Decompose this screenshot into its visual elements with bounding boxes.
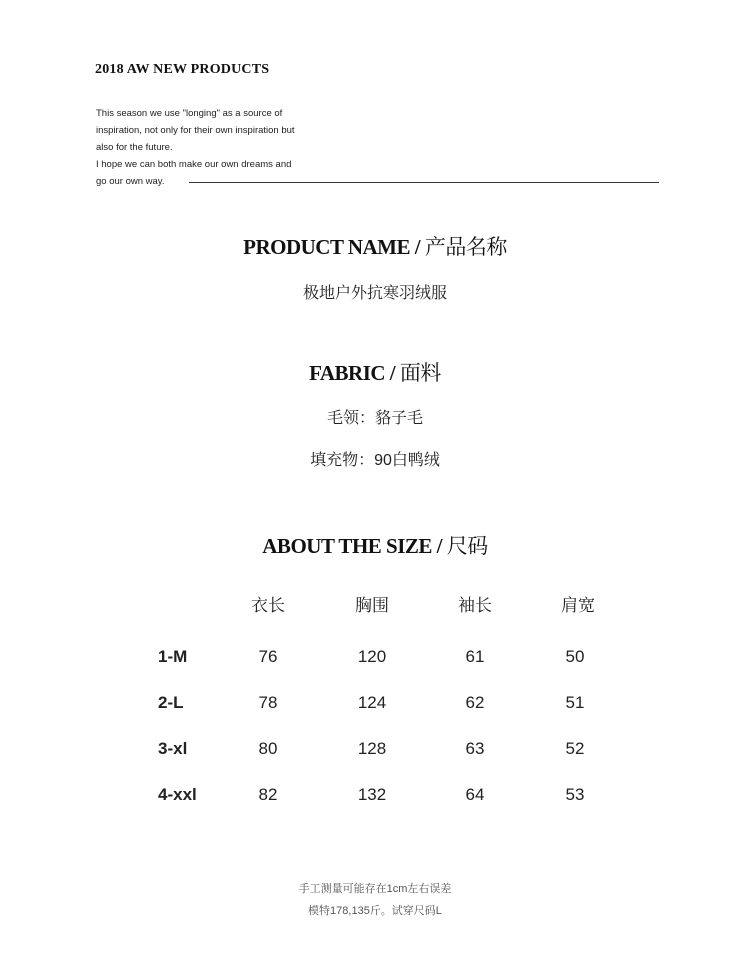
- column-header: 胸围: [355, 596, 389, 615]
- intro-line: also for the future.: [96, 142, 173, 153]
- table-cell: 51: [565, 693, 585, 712]
- table-cell: 132: [357, 785, 387, 804]
- table-cell: 50: [565, 647, 585, 666]
- size-row-label: 2-L: [158, 693, 184, 712]
- size-row-label: 3-xl: [158, 739, 188, 758]
- size-row-label: 1-M: [158, 647, 188, 666]
- table-cell: 52: [565, 739, 585, 758]
- table-cell: 64: [465, 785, 485, 804]
- divider-line: [189, 182, 659, 183]
- header-title: 2018 AW NEW PRODUCTS: [95, 62, 270, 77]
- fabric-heading-cn: 面料: [399, 361, 441, 385]
- fabric-heading: [0, 357, 750, 387]
- fabric-filling: 填充物：90白鸭绒: [310, 452, 440, 469]
- column-header: 衣长: [251, 596, 285, 615]
- product-name-value: 极地户外抗寒羽绒服: [302, 285, 447, 302]
- table-cell: 76: [258, 647, 278, 666]
- intro-line: inspiration, not only for their own inspiration but: [96, 125, 295, 136]
- size-heading-cn: 尺码: [446, 534, 488, 558]
- fabric-collar: 毛领：貉子毛: [326, 410, 423, 427]
- footer-note: 模特178,135斤。试穿尺码L: [308, 905, 442, 917]
- table-cell: 63: [465, 739, 485, 758]
- table-cell: 124: [357, 693, 387, 712]
- column-header: 袖长: [458, 596, 492, 615]
- table-cell: 61: [465, 647, 485, 666]
- size-row-label: 4-xxl: [158, 785, 197, 804]
- footer-note: 手工测量可能存在1cm左右误差: [298, 883, 452, 895]
- table-cell: 120: [357, 647, 387, 666]
- product-name-heading: [0, 231, 750, 261]
- intro-text: [96, 105, 295, 190]
- product-name-heading-en: PRODUCT NAME /: [243, 235, 425, 259]
- intro-line: This season we use "longing" as a source of: [96, 108, 283, 119]
- table-cell: 62: [465, 693, 485, 712]
- size-heading: [0, 530, 750, 560]
- column-header: 肩宽: [561, 596, 595, 615]
- product-name-heading-cn: 产品名称: [424, 235, 507, 259]
- table-cell: 80: [258, 739, 278, 758]
- intro-line: I hope we can both make our own dreams and: [96, 159, 292, 170]
- table-cell: 53: [565, 785, 585, 804]
- fabric-heading-en: FABRIC /: [309, 361, 400, 385]
- table-cell: 82: [258, 785, 278, 804]
- table-cell: 128: [357, 739, 387, 758]
- size-heading-en: ABOUT THE SIZE /: [262, 534, 447, 558]
- table-cell: 78: [258, 693, 278, 712]
- intro-line: go our own way.: [96, 176, 165, 187]
